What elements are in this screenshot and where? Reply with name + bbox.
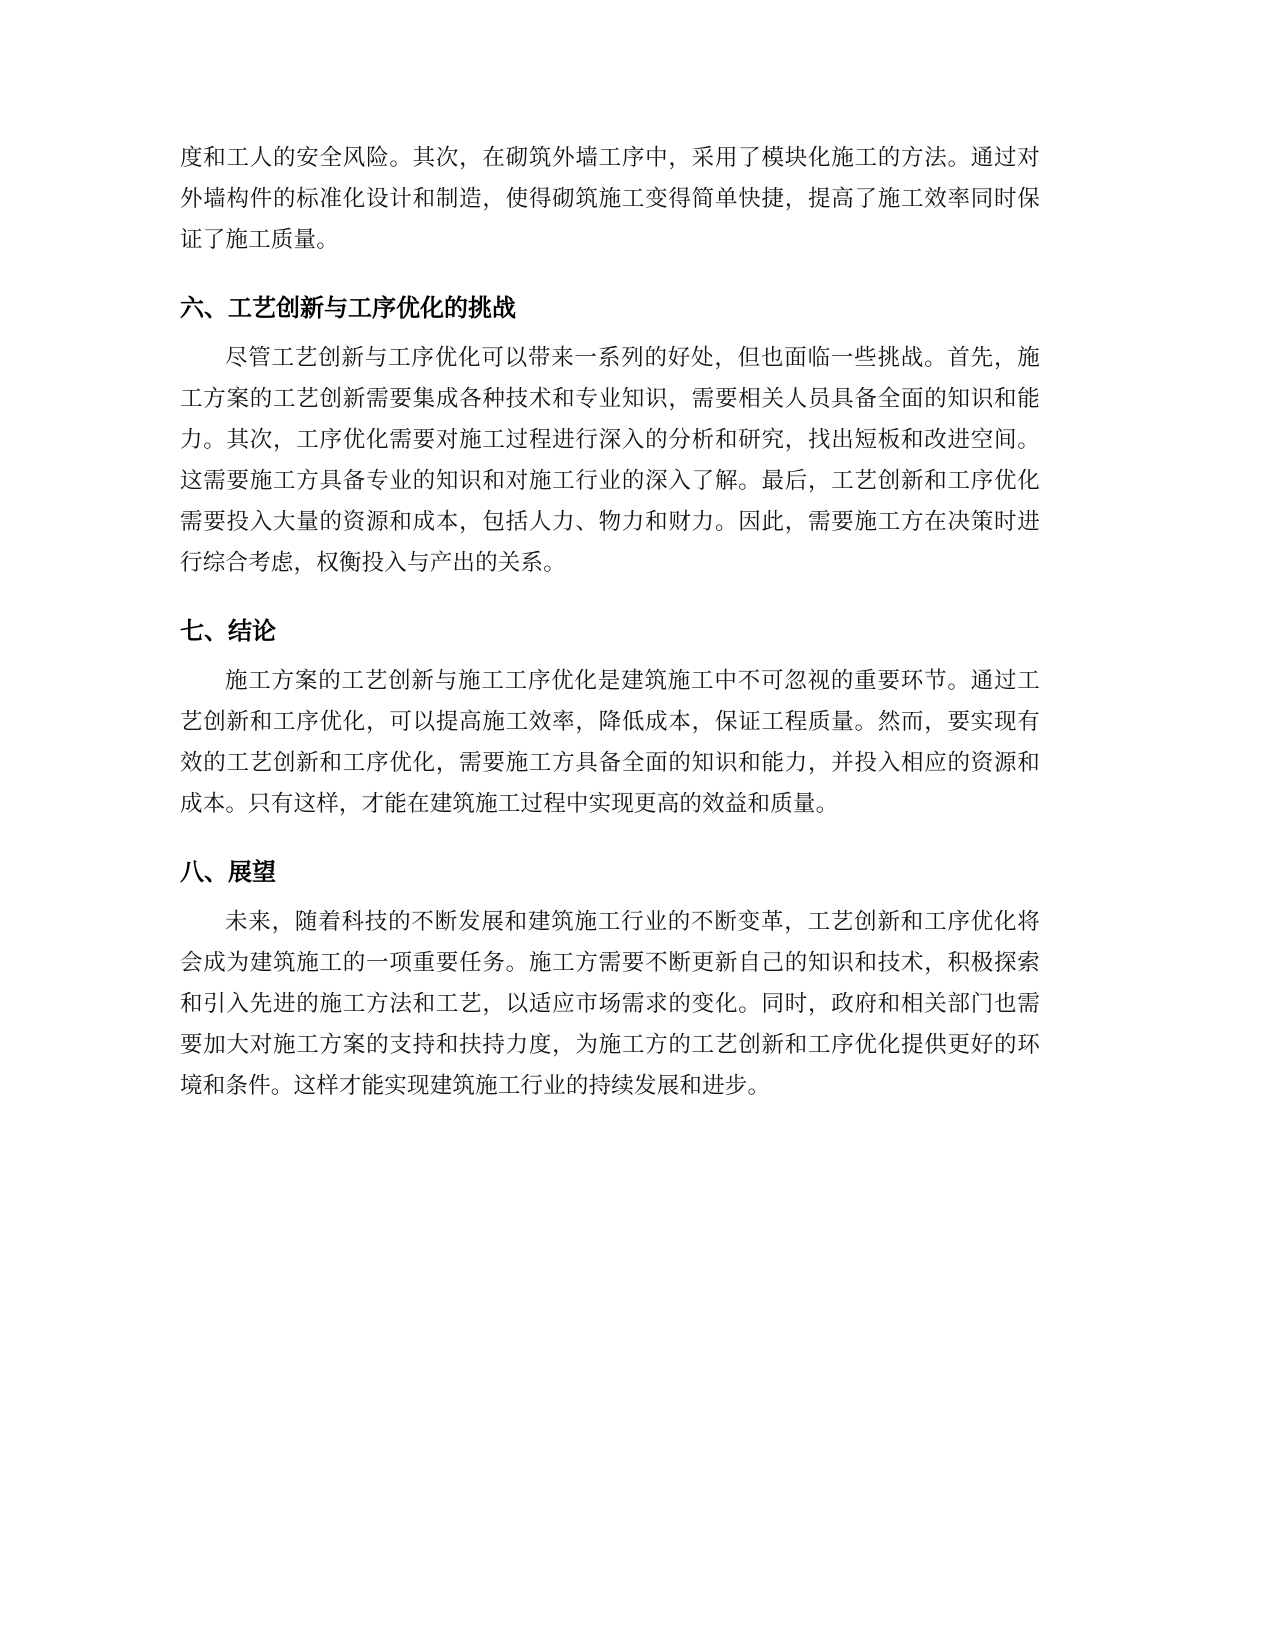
section-heading-outlook: 八、展望 xyxy=(180,858,276,886)
section-heading-conclusion: 七、结论 xyxy=(180,617,276,645)
document-body xyxy=(180,138,1040,1107)
intro-paragraph: 度和工人的安全风险。其次，在砌筑外墙工序中，采用了模块化施工的方法。通过对外墙构件的标准化设计和制造，使得砌筑施工变得简单快捷，提高了施工效率同时保证了施工质量。 xyxy=(180,145,1040,253)
section-paragraph-conclusion: 施工方案的工艺创新与施工工序优化是建筑施工中不可忽视的重要环节。通过工艺创新和工序优化，可以提高施工效率，降低成本，保证工程质量。然而，要实现有效的工艺创新和工序优化，需要施工方具备全面的知识和能力，并投入相应的资源和成本。只有这样，才能在建筑施工过程中实现更高的效益和质量。 xyxy=(180,668,1040,817)
section-paragraph-outlook: 未来，随着科技的不断发展和建筑施工行业的不断变革，工艺创新和工序优化将会成为建筑施工的一项重要任务。施工方需要不断更新自己的知识和技术，积极探索和引入先进的施工方法和工艺，以适应市场需求的变化。同时，政府和相关部门也需要加大对施工方案的支持和扶持力度，为施工方的工艺创新和工序优化提供更好的环境和条件。这样才能实现建筑施工行业的持续发展和进步。 xyxy=(180,909,1040,1099)
section-heading-challenges: 六、工艺创新与工序优化的挑战 xyxy=(180,294,516,322)
section-paragraph-challenges: 尽管工艺创新与工序优化可以带来一系列的好处，但也面临一些挑战。首先，施工方案的工艺创新需要集成各种技术和专业知识，需要相关人员具备全面的知识和能力。其次，工序优化需要对施工过程进行深入的分析和研究，找出短板和改进空间。这需要施工方具备专业的知识和对施工行业的深入了解。最后，工艺创新和工序优化需要投入大量的资源和成本，包括人力、物力和财力。因此，需要施工方在决策时进行综合考虑，权衡投入与产出的关系。 xyxy=(180,345,1040,576)
